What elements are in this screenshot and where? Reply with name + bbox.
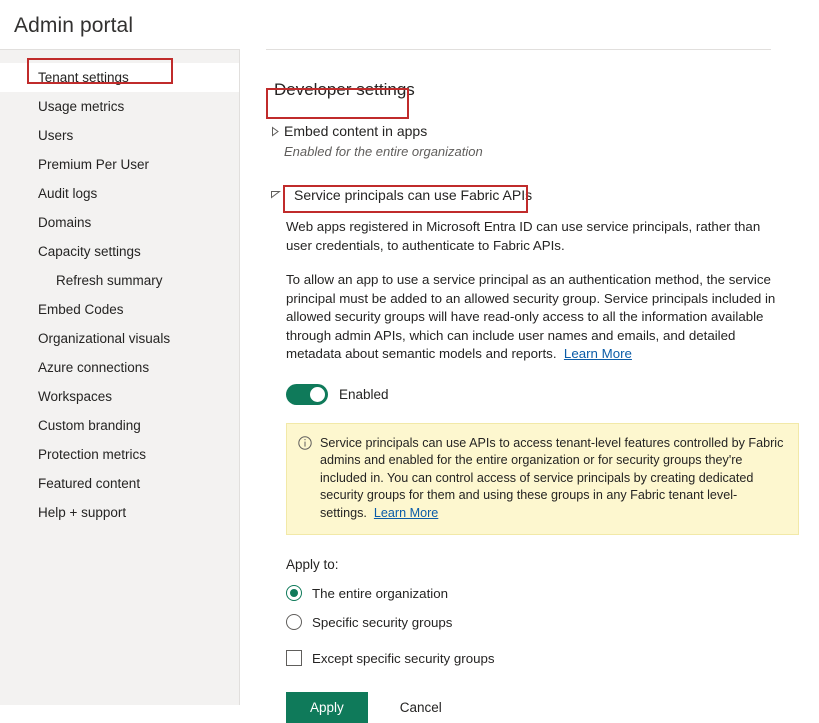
description-paragraph-2-text: To allow an app to use a service principal as an authentication method, the service principal must be added to an allowed security group. Service principals included in allowed security groups will have read-only access to all the information available through admin APIs, which can include user names and emails, and detailed metadata about semantic models and reports. (286, 272, 776, 361)
sidebar-item-featured-content[interactable] (0, 469, 239, 498)
option-specific-security-groups[interactable] (286, 614, 799, 630)
toggle-knob (310, 387, 325, 402)
description-paragraph-1: Web apps registered in Microsoft Entra ID can use service principals, rather than user credentials, to authenticate to Fabric APIs. (286, 219, 761, 253)
setting-embed-content-in-apps[interactable] (266, 122, 799, 160)
setting-service-principals-can-use-fabric-apis[interactable] (266, 186, 799, 204)
sidebar-item-capacity-settings[interactable] (0, 237, 239, 266)
sidebar-item-label: Usage metrics (38, 99, 125, 114)
description-paragraph-2 (286, 271, 778, 364)
option-except-specific-security-groups[interactable] (286, 650, 799, 666)
sidebar-item-label: Workspaces (38, 389, 113, 404)
sidebar-item-usage-metrics[interactable] (0, 92, 239, 121)
option-label: The entire organization (312, 585, 449, 601)
sidebar-item-label: Tenant settings (38, 70, 129, 85)
sidebar-item-refresh-summary[interactable] (0, 266, 239, 295)
content-divider (266, 49, 771, 50)
sidebar-item-domains[interactable] (0, 208, 239, 237)
sidebar-item-audit-logs[interactable] (0, 179, 239, 208)
option-entire-organization[interactable] (286, 585, 799, 601)
sidebar-item-label: Refresh summary (56, 273, 163, 288)
enabled-toggle[interactable] (286, 384, 328, 405)
sidebar-item-azure-connections[interactable] (0, 353, 239, 382)
option-label: Specific security groups (312, 614, 453, 630)
sidebar-item-label: Users (38, 128, 74, 143)
chevron-right-icon[interactable] (266, 123, 284, 136)
section-title: Developer settings (274, 80, 415, 99)
sidebar-item-protection-metrics[interactable] (0, 440, 239, 469)
sidebar-item-label: Protection metrics (38, 447, 147, 462)
sidebar-item-label: Capacity settings (38, 244, 141, 259)
banner-learn-more-link[interactable]: Learn More (373, 505, 439, 520)
sidebar-item-label: Embed Codes (38, 302, 124, 317)
sidebar (0, 49, 240, 705)
sidebar-item-organizational-visuals[interactable] (0, 324, 239, 353)
sidebar-item-users[interactable] (0, 121, 239, 150)
setting-title: Service principals can use Fabric APIs (294, 187, 533, 203)
sidebar-item-label: Azure connections (38, 360, 150, 375)
enabled-toggle-row (286, 384, 799, 405)
apply-to-label: Apply to: (286, 557, 339, 572)
sidebar-item-label: Audit logs (38, 186, 98, 201)
sidebar-item-label: Organizational visuals (38, 331, 171, 346)
page-title: Admin portal (14, 14, 134, 37)
info-icon (298, 436, 316, 523)
sidebar-item-help-support[interactable] (0, 498, 239, 527)
info-banner-text (316, 435, 786, 523)
chevron-down-icon[interactable] (266, 187, 284, 198)
action-buttons (286, 692, 799, 723)
setting-title: Embed content in apps (284, 123, 428, 139)
sidebar-item-label: Domains (38, 215, 92, 230)
radio-specific-security-groups[interactable] (286, 614, 302, 630)
sidebar-item-premium-per-user[interactable] (0, 150, 239, 179)
option-label: Except specific security groups (312, 650, 495, 666)
info-banner (286, 423, 799, 536)
sidebar-item-embed-codes[interactable] (0, 295, 239, 324)
main-content (240, 49, 819, 715)
sidebar-item-tenant-settings[interactable] (0, 63, 239, 92)
cancel-button[interactable]: Cancel (394, 699, 448, 716)
toggle-label: Enabled (339, 386, 389, 402)
sidebar-item-custom-branding[interactable] (0, 411, 239, 440)
setting-status: Enabled for the entire organization (284, 144, 483, 159)
sidebar-item-workspaces[interactable] (0, 382, 239, 411)
app-layout (0, 49, 819, 715)
apply-button[interactable]: Apply (286, 692, 368, 723)
sidebar-item-label: Premium Per User (38, 157, 150, 172)
info-banner-message: Service principals can use APIs to access tenant-level features controlled by Fabric admins and enabled for the entire organization or for security groups they're included in. You can control access of service principals by creating dedicated security groups for them and using these groups in any Fabric tenant level-settings. (320, 435, 784, 520)
checkbox-except-specific-security-groups[interactable] (286, 650, 302, 666)
learn-more-link[interactable]: Learn More (563, 346, 632, 361)
sidebar-item-label: Help + support (38, 505, 127, 520)
sidebar-item-label: Featured content (38, 476, 141, 491)
sidebar-item-label: Custom branding (38, 418, 141, 433)
radio-entire-organization[interactable] (286, 585, 302, 601)
